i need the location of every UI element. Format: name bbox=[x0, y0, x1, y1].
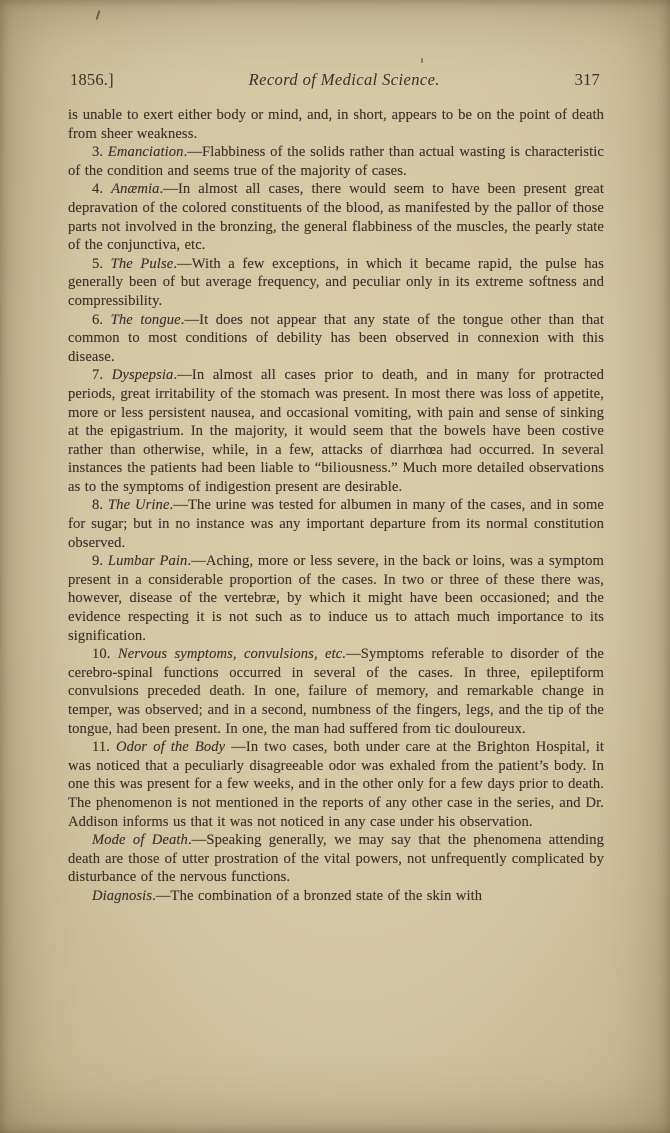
paragraph-title: Lumbar Pain bbox=[107, 553, 188, 570]
paragraph-title: The tongue bbox=[110, 311, 181, 328]
paragraph bbox=[68, 311, 604, 367]
paragraph-number: 5. bbox=[92, 255, 111, 272]
scan-artifact-dot bbox=[421, 58, 423, 63]
paragraph-title: The Urine bbox=[107, 497, 170, 514]
paragraph bbox=[68, 366, 604, 496]
paragraph-title: Mode of Death bbox=[92, 832, 188, 849]
paragraph-text: —In two cases, both under care at the Brighton Hospital, it was noticed that a peculiarly disagreeable odor was exhaled from the patient’s body. In one this was present for a few weeks, and in the other only for a few days prior to death. The phenomenon is not mentioned in the reports of any other case in the series, and Dr. Addison informs us that it was not noticed in any case under his observation. bbox=[68, 739, 605, 830]
paragraph-title: Odor of the Body bbox=[116, 739, 226, 756]
paragraph bbox=[68, 738, 604, 831]
paragraph-text: .—With a few exceptions, in which it became rapid, the pulse has generally been of but average frequency, and peculiar only in its extreme softness and compressibility. bbox=[68, 255, 604, 309]
paragraph-text: .—Flabbiness of the solids rather than actual wasting is characteristic of the condition and seems true of the majority of cases. bbox=[68, 144, 604, 179]
paragraph-title: Anæmia bbox=[111, 181, 160, 198]
paragraph bbox=[68, 106, 604, 143]
paragraph bbox=[68, 552, 604, 645]
paragraph bbox=[68, 255, 604, 311]
paragraph-number: 9. bbox=[92, 553, 108, 570]
header-journal-title: Record of Medical Science. bbox=[248, 70, 440, 89]
paragraph bbox=[68, 831, 604, 887]
paragraph bbox=[68, 143, 604, 180]
paragraph bbox=[68, 180, 604, 254]
paragraph-text: is unable to exert either body or mind, and, in short, appears to be on the point of death from sheer weakness. bbox=[68, 107, 604, 142]
paragraph-title: Dyspepsia bbox=[111, 367, 174, 384]
paragraph-title: Diagnosis bbox=[92, 887, 153, 904]
paragraph-number: 8. bbox=[92, 497, 108, 514]
header-date: 1856.] bbox=[70, 70, 114, 89]
paragraph-number: 11. bbox=[92, 739, 116, 756]
paragraph bbox=[68, 645, 604, 738]
paragraph-title: Emanciation bbox=[107, 144, 184, 161]
paragraph-number: 6. bbox=[92, 311, 111, 328]
paragraph-text: .—The combination of a bronzed state of the skin with bbox=[152, 887, 483, 904]
page-header bbox=[70, 0, 600, 90]
paragraph-text: .—The urine was tested for albumen in many of the cases, and in some for sugar; but in no instance was any important departure from its normal constitution observed. bbox=[68, 497, 604, 551]
header-page-number: 317 bbox=[574, 70, 600, 89]
paragraph-number: 4. bbox=[92, 181, 112, 198]
paragraph-number: 7. bbox=[92, 367, 112, 384]
paragraph-title: The Pulse bbox=[110, 255, 174, 272]
paragraph bbox=[68, 496, 604, 552]
page-body bbox=[68, 106, 604, 906]
paragraph-text: .—In almost all cases, there would seem to have been present great depravation of the colored constituents of the blood, as manifested by the pallor of those parts not involved in the bronzing, the general flabbiness of the muscles, the pearly state of the conjunctiva, etc. bbox=[68, 181, 604, 254]
paragraph-number: 3. bbox=[92, 144, 108, 161]
paragraph-text: —Symptoms referable to disorder of the cerebro-spinal functions occurred in several of the cases. In three, epileptiform convulsions preceded death. In one, failure of memory, and remarkable change in temper, was observed; and in a second, numbness of the fingers, legs, and the tip of the tongue, had been present. In one, the man had suffered from tic douloureux. bbox=[68, 646, 604, 737]
paragraph-text: .—Speaking generally, we may say that the phenomena attending death are those of utter prostration of the vital powers, not unfrequently complicated by disturbance of the nervous functions. bbox=[68, 832, 604, 886]
paragraph bbox=[68, 887, 604, 906]
paragraph-title: Nervous symptoms, convulsions, etc. bbox=[117, 646, 347, 663]
paragraph-text: .—Aching, more or less severe, in the back or loins, was a symptom present in a considerable proportion of the cases. In two or three of these there was, however, disease of the vertebræ, by which it might have been occasioned; and the evidence respecting it is not such as to induce us to attach much importance to its signification. bbox=[68, 553, 604, 644]
paragraph-text: .—It does not appear that any state of the tongue other than that common to most conditions of debility has been observed in connexion with this disease. bbox=[68, 311, 605, 365]
paragraph-number: 10. bbox=[92, 646, 118, 663]
paragraph-text: .—In almost all cases prior to death, and in many for protracted periods, great irritability of the stomach was present. In most there was loss of appetite, more or less persistent nausea, and occasional vomiting, with pain and sense of sinking at the epigastrium. In the majority, it would seem that the bowels have been costive rather than otherwise, while, in a few, attacks of diarrhœa had occurred. In several instances the patients had been liable to “biliousness.” Much more detailed observations as to the symptoms of indigestion present are desirable. bbox=[68, 367, 604, 495]
